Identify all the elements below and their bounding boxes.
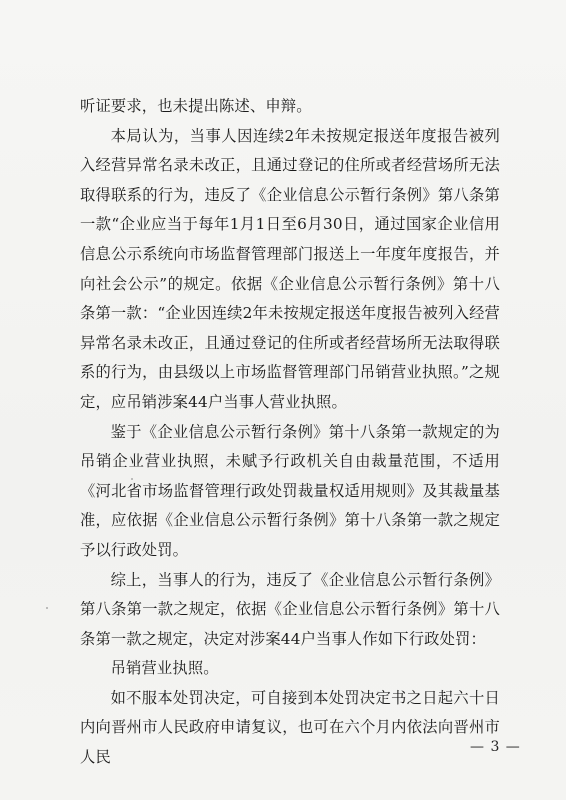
paragraph-conclusion: 综上，当事人的行为，违反了《企业信息公示暂行条例》第八条第一款之规定，依据《企业信息公示暂行条例》第十八条第一款之规定，决定对涉案44户当事人作如下行政处罚： (80, 570, 500, 648)
scan-speck (46, 607, 48, 609)
scan-speck (131, 478, 133, 480)
paragraph-discretion: 鉴于《企业信息公示暂行条例》第十八条第一款规定的为吊销企业营业执照，未赋予行政机关自由裁量范围，不适用《河北省市场监督管理行政处罚裁量权适用规则》及其裁量基准，应依据《企业信息公示暂行条例》第十八条第一款之规定予以行政处罚。 (80, 422, 500, 559)
paragraph-hearing: 听证要求，也未提出陈述、申辩。 (80, 97, 312, 115)
document-body (80, 92, 500, 773)
paragraph-penalty: 吊销营业执照。 (110, 659, 219, 678)
paragraph-bureau-finding: 本局认为，当事人因连续2年未按规定报送年度报告被列入经营异常名录未改正，且通过登记的住所或者经营场所无法取得联系的行为，违反了《企业信息公示暂行条例》第八条第一款“企业应当于每年1月1日至6月30日，通过国家企业信用信息公示系统向市场监督管理部门报送上一年度年度报告，并向社会公示”的规定。依据《企业信息公示暂行条例》第十八条第一款：“企业因连续2年未按规定报送年度报告被列入经营异常名录未改正，且通过登记的住所或者经营场所无法取得联系的行为，由县级以上市场监督管理部门吊销营业执照。”之规定，应吊销涉案44户当事人营业执照。 (80, 126, 500, 411)
page-number: — 3 — (470, 739, 521, 755)
paragraph-appeal: 如不服本处罚决定，可自接到本处罚决定书之日起六十日内向晋州市人民政府申请复议，也可在六个月内依法向晋州市人民 (80, 688, 500, 767)
